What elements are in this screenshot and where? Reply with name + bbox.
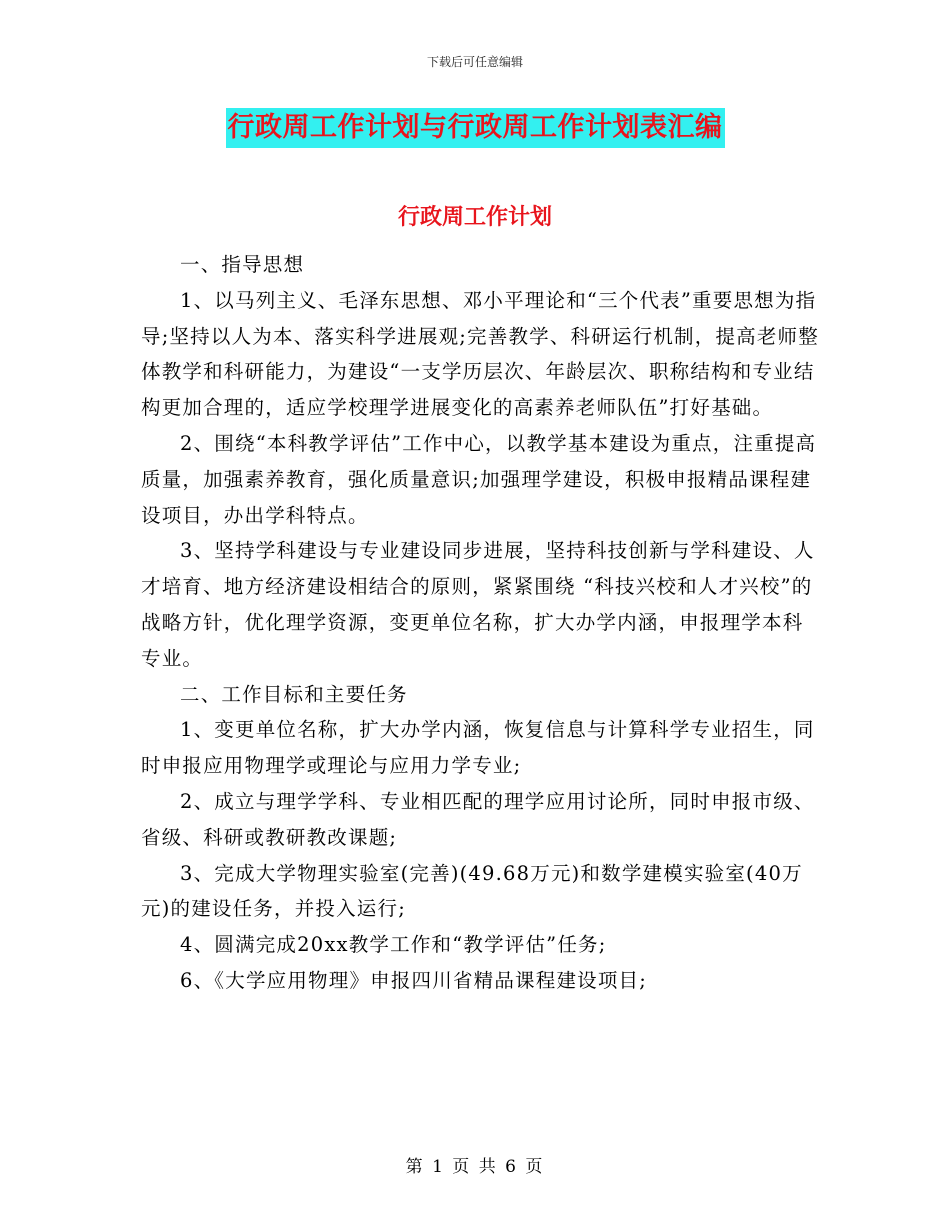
paragraph-item: 2、成立与理学学科、专业相匹配的理学应用讨论所，同时申报市级、省级、科研或教研教改课题; (141, 789, 815, 849)
header-note: 下载后可任意编辑 (426, 55, 523, 69)
document-body (141, 247, 821, 999)
paragraph-item: 3、完成大学物理实验室(完善)(49.68万元)和数学建模实验室(40万元)的建设任务，并投入运行; (141, 861, 803, 921)
heading-goals-and-tasks: 二、工作目标和主要任务 (180, 682, 408, 706)
paragraph-item: 6、《大学应用物理》申报四川省精品课程建设项目; (180, 968, 648, 992)
heading-guiding-ideology: 一、指导思想 (180, 253, 305, 276)
paragraph-item: 2、围绕“本科教学评估”工作中心，以教学基本建设为重点，注重提高质量，加强素养教育，强化质量意识;加强理学建设，积极申报精品课程建设项目，办出学科特点。 (141, 431, 817, 527)
paragraph-item: 1、变更单位名称，扩大办学内涵，恢复信息与计算科学专业招生，同时申报应用物理学或理论与应用力学专业; (141, 718, 815, 778)
paragraph-item: 1、以马列主义、毛泽东思想、邓小平理论和“三个代表”重要思想为指导;坚持以人为本、落实科学进展观;完善教学、科研运行机制，提高老师整体教学和科研能力，为建设“一支学历层次、年龄层次、职称结构和专业结构更加合理的，适应学校理学进展变化的高素养老师队伍”打好基础。 (141, 288, 819, 420)
document-title: 行政周工作计划与行政周工作计划表汇编 (226, 108, 725, 148)
document-title-container (0, 108, 950, 148)
section-title: 行政周工作计划 (397, 204, 552, 230)
paragraph-item: 4、圆满完成20xx教学工作和“教学评估”任务; (180, 933, 607, 957)
paragraph-item: 3、坚持学科建设与专业建设同步进展，坚持科技创新与学科建设、人才培育、地方经济建设相结合的原则，紧紧围绕 “科技兴校和人才兴校”的战略方针，优化理学资源，变更单位名称，扩大办学内涵，申报理学本科专业。 (141, 539, 815, 670)
page-indicator: 第 1 页 共 6 页 (405, 1157, 545, 1177)
